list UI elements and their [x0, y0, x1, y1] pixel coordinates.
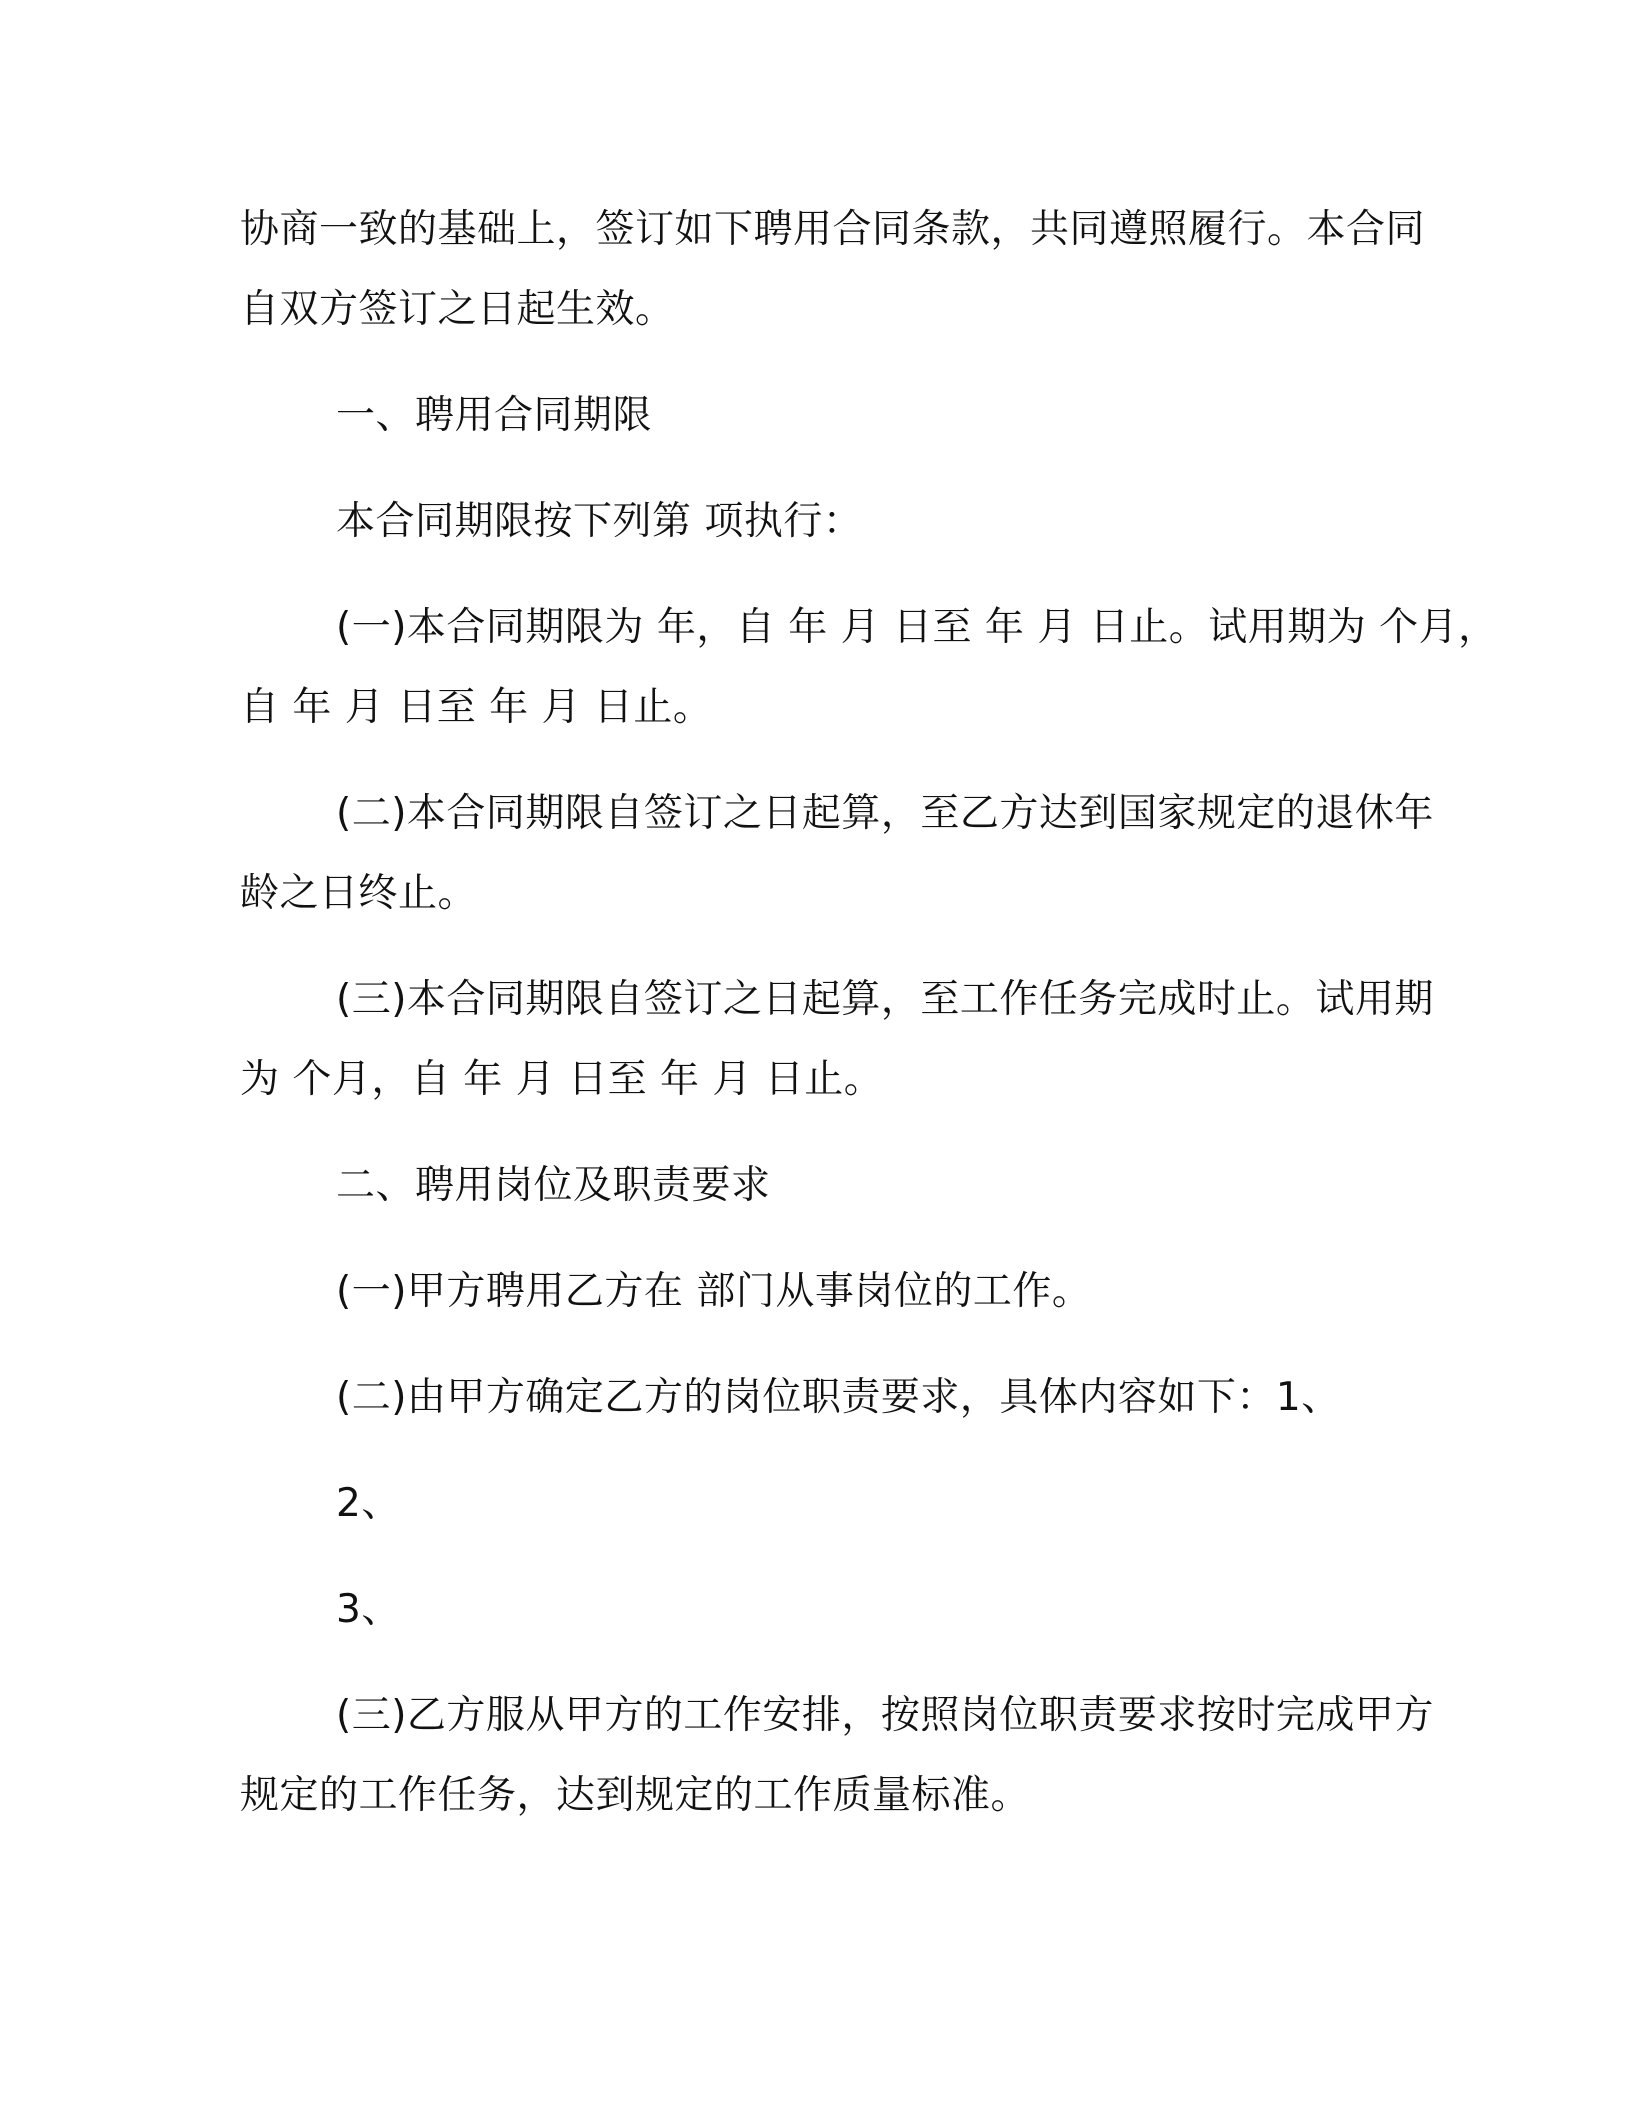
paragraph-line: (一)本合同期限为 年，自 年 月 日至 年 月 日止。试用期为 个月， — [336, 605, 1498, 650]
paragraph-line: (三)本合同期限自签订之日起算，至工作任务完成时止。试用期 — [336, 977, 1434, 1022]
section-heading: 一、聘用合同期限 — [336, 393, 653, 438]
paragraph-line: 本合同期限按下列第 项执行： — [336, 499, 863, 544]
list-item: 3、 — [336, 1587, 401, 1632]
document-body — [240, 190, 1498, 1836]
list-item: 2、 — [336, 1481, 401, 1526]
paragraph-line: 龄之日终止。 — [240, 871, 478, 916]
paragraph-line: 自 年 月 日至 年 月 日止。 — [240, 685, 713, 730]
paragraph-line: (三)乙方服从甲方的工作安排，按照岗位职责要求按时完成甲方 — [336, 1693, 1434, 1738]
paragraph-line: (二)由甲方确定乙方的岗位职责要求，具体内容如下：1、 — [336, 1375, 1341, 1420]
paragraph-line: 为 个月，自 年 月 日至 年 月 日止。 — [240, 1057, 884, 1102]
paragraph-line: 规定的工作任务，达到规定的工作质量标准。 — [240, 1773, 1031, 1818]
section-heading: 二、聘用岗位及职责要求 — [336, 1163, 771, 1208]
paragraph-line: (一)甲方聘用乙方在 部门从事岗位的工作。 — [336, 1269, 1092, 1314]
paragraph-line: 自双方签订之日起生效。 — [240, 287, 675, 332]
paragraph-line: 协商一致的基础上，签订如下聘用合同条款，共同遵照履行。本合同 — [240, 207, 1426, 252]
paragraph-line: (二)本合同期限自签订之日起算，至乙方达到国家规定的退休年 — [336, 791, 1434, 836]
